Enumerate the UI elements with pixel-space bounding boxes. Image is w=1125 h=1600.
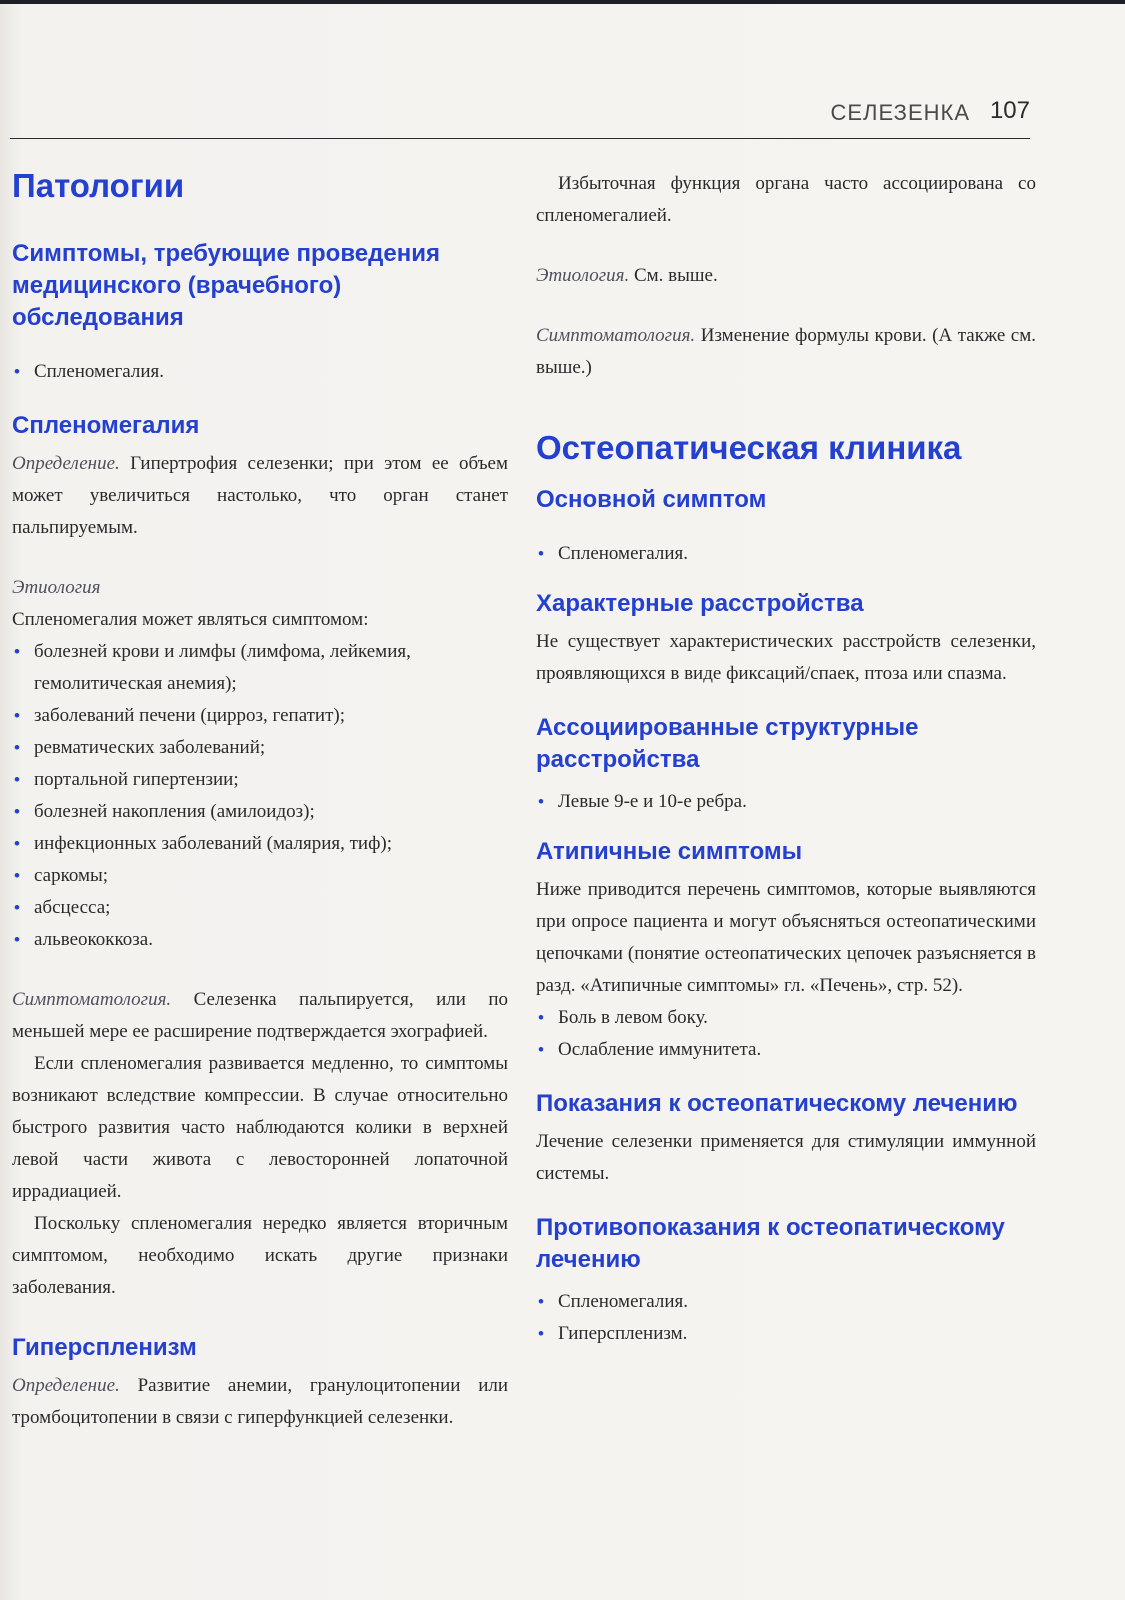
contraindications-title: Противопоказания к остеопатическому лечению (536, 1214, 1005, 1273)
symptoms-list (12, 356, 508, 388)
right-etiology-paragraph (536, 260, 1036, 292)
list-item: • абсцесса; (12, 892, 508, 924)
list-item: • Левые 9-е и 10-е ребра. (536, 786, 1036, 818)
hypersplenism-definition-label: Определение. (12, 1375, 120, 1396)
list-item: • Боль в левом боку. (536, 1002, 1036, 1034)
atypical-symptoms-list (536, 1002, 1036, 1066)
list-item: • Спленомегалия. (536, 538, 1036, 570)
symptoms-title: Симптомы, требующие проведения медицинского (врачебного) обследования (12, 240, 440, 331)
splenomegaly-title: Спленомегалия (12, 412, 200, 439)
hypersplenism-definition-text: Развитие анемии, гранулоцитопении или тромбоцитопении в связи с гиперфункцией селезенки. (12, 1375, 509, 1428)
page-number: 107 (989, 97, 1030, 124)
characteristic-disorders-text: Не существует характеристических расстройств селезенки, проявляющихся в виде фиксаций/спаек, птоза или спазма. (536, 631, 1036, 684)
running-header (0, 96, 1030, 132)
etiology-label: Этиология (12, 577, 101, 598)
excess-function-paragraph: Избыточная функция органа часто ассоциирована со спленомегалией. (536, 173, 1036, 226)
list-item: • болезней накопления (амилоидоз); (12, 796, 508, 828)
definition-text: Гипертрофия селезенки; при этом ее объем может увеличиться настолько, что орган станет пальпируемым. (12, 453, 509, 538)
contraindications-list (536, 1286, 1036, 1350)
right-symptomatology-label: Симптоматология. (536, 325, 696, 346)
list-item: • заболеваний печени (цирроз, гепатит); (12, 700, 508, 732)
page-top-edge (0, 0, 1125, 4)
indications-text: Лечение селезенки применяется для стимуляции иммунной системы. (536, 1131, 1036, 1184)
atypical-symptoms-title: Атипичные симптомы (536, 838, 803, 865)
osteopathic-clinic-title: Остеопатическая клиника (536, 429, 962, 466)
definition-paragraph (12, 448, 508, 544)
list-item: • Ослабление иммунитета. (536, 1034, 1036, 1066)
left-column (12, 168, 508, 1434)
list-item: • Спленомегалия. (536, 1286, 1036, 1318)
list-item: • Спленомегалия. (12, 356, 508, 388)
right-symptomatology-text: Изменение формулы крови. (А также см. выше.) (536, 325, 1036, 378)
symptomatology-paragraph (12, 984, 508, 1048)
associated-disorders-title: Ассоциированные структурные расстройства (536, 714, 919, 773)
list-item: • саркомы; (12, 860, 508, 892)
atypical-symptoms-text: Ниже приводится перечень симптомов, которые выявляются при опросе пациента и могут объясняться остеопатическими цепочками (понятие остеопатических цепочек разъясняется в разд. «Атипичные симптомы» гл. «Печень», стр. 52). (536, 879, 1036, 996)
symptomatology-label: Симптоматология. (12, 989, 172, 1010)
characteristic-disorders-title: Характерные расстройства (536, 590, 864, 617)
etiology-list (12, 636, 508, 956)
associated-disorders-list (536, 786, 1036, 818)
list-item: • ревматических заболеваний; (12, 732, 508, 764)
main-symptom-list (536, 538, 1036, 570)
list-item: • альвеококкоза. (12, 924, 508, 956)
list-item: • болезней крови и лимфы (лимфома, лейкемия, гемолитическая анемия); (12, 636, 508, 700)
list-item: • инфекционных заболеваний (малярия, тиф); (12, 828, 508, 860)
etiology-intro: Спленомегалия может являться симптомом: (12, 609, 369, 630)
hypersplenism-definition (12, 1370, 508, 1434)
right-column (536, 168, 1036, 1350)
right-etiology-label: Этиология. (536, 265, 630, 286)
slow-development-paragraph: Если спленомегалия развивается медленно, то симптомы возникают вследствие компрессии. В случае относительно быстрого развития часто наблюдаются колики в верхней левой части живота с левосторонней лопаточной иррадиацией. (12, 1053, 508, 1202)
right-symptomatology-paragraph (536, 320, 1036, 384)
chapter-title: СЕЛЕЗЕНКА (830, 100, 970, 125)
indications-title: Показания к остеопатическому лечению (536, 1090, 1018, 1117)
hypersplenism-title: Гиперспленизм (12, 1334, 197, 1361)
secondary-symptom-paragraph: Поскольку спленомегалия нередко является вторичным симптомом, необходимо искать другие признаки заболевания. (12, 1213, 508, 1298)
definition-label: Определение. (12, 453, 120, 474)
right-etiology-text: См. выше. (633, 265, 718, 286)
pathology-title: Патологии (12, 167, 185, 204)
symptomatology-text: Селезенка пальпируется, или по меньшей мере ее расширение подтверждается эхографией. (12, 989, 509, 1042)
list-item: • портальной гипертензии; (12, 764, 508, 796)
header-rule (10, 138, 1030, 139)
list-item: • Гиперспленизм. (536, 1318, 1036, 1350)
main-symptom-title: Основной симптом (536, 486, 767, 513)
